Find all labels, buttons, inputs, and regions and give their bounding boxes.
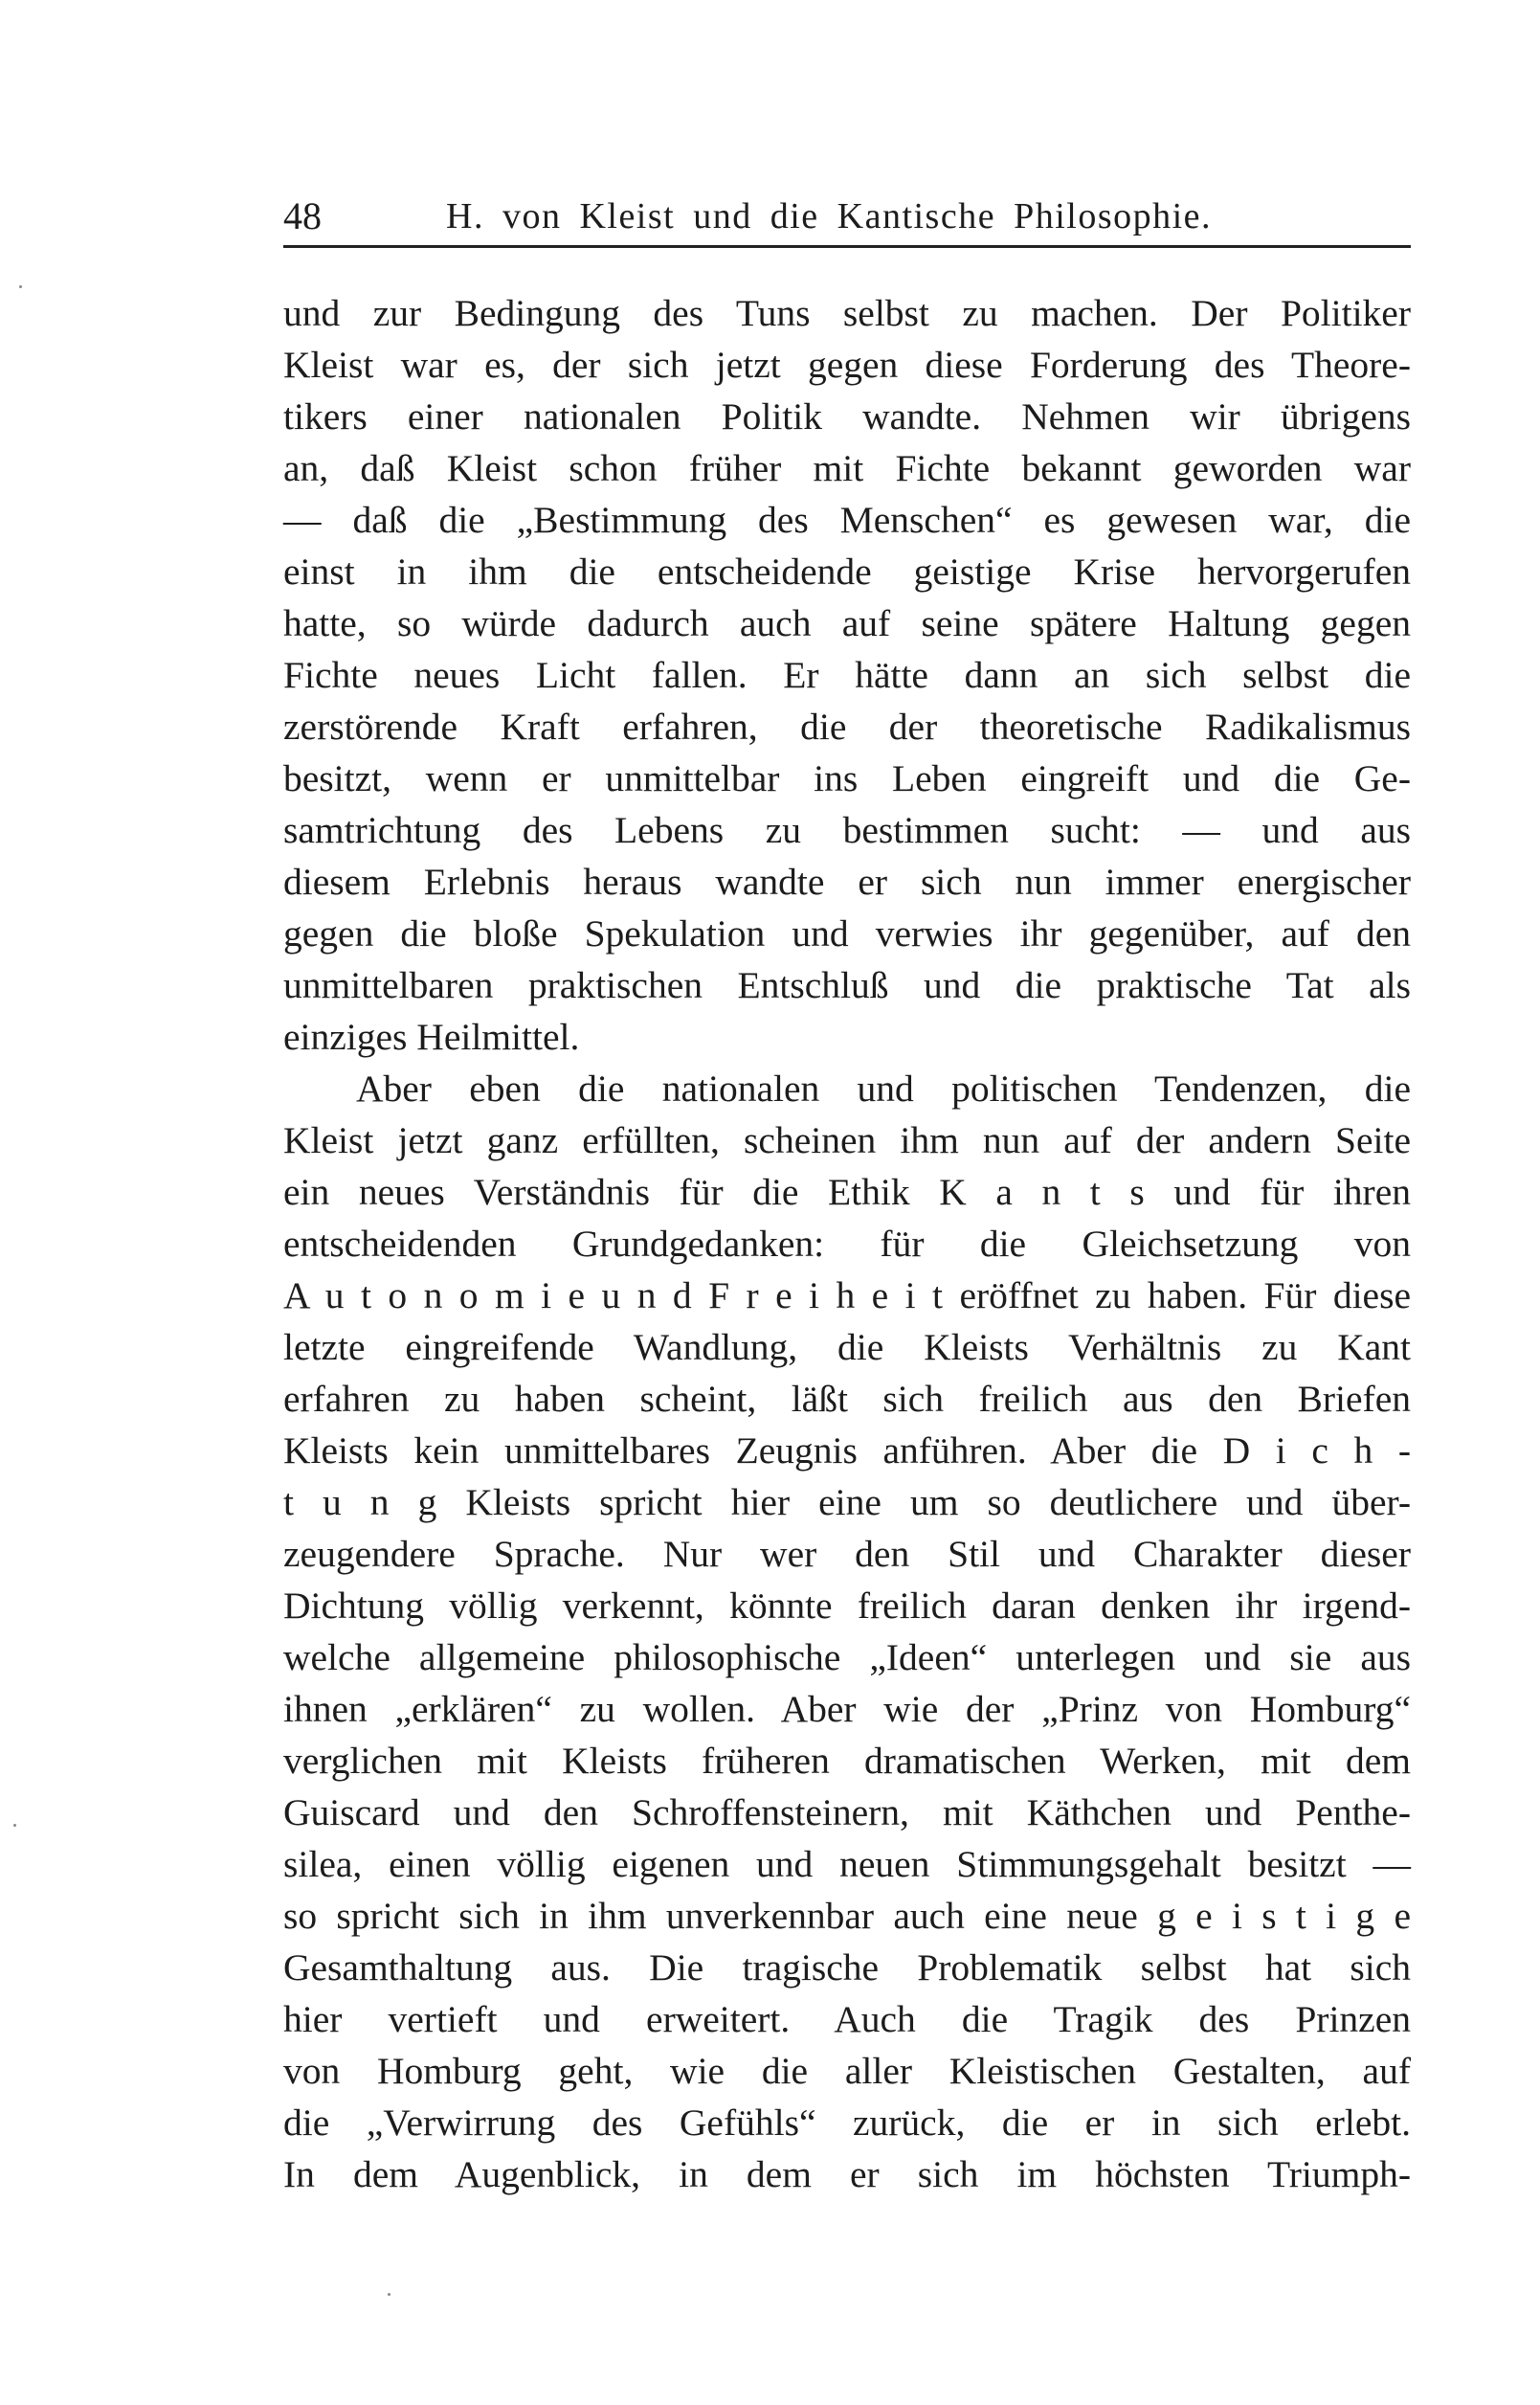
text-line: Guiscard und den Schroffensteinern, mit Käthchen und Penthe- (283, 1791, 1411, 1833)
text-line: ihnen „erklären“ zu wollen. Aber wie der „Prinz von Homburg“ (283, 1688, 1411, 1730)
text-line: entscheidenden Grundgedanken: für die Gleichsetzung von (283, 1223, 1411, 1265)
text-line: von Homburg geht, wie die aller Kleistischen Gestalten, auf (283, 2050, 1411, 2092)
text-line: ein neues Verständnis für die Ethik K a n t s und für ihren (283, 1171, 1411, 1213)
text-line: letzte eingreifende Wandlung, die Kleists Verhältnis zu Kant (283, 1326, 1411, 1368)
text-line: die „Verwirrung des Gefühls“ zurück, die er in sich erlebt. (283, 2102, 1411, 2144)
text-line: unmittelbaren praktischen Entschluß und die praktische Tat als (283, 964, 1411, 1006)
text-line: — daß die „Bestimmung des Menschen“ es gewesen war, die (283, 499, 1411, 541)
body-text (283, 287, 1411, 2200)
text-line: zeugendere Sprache. Nur wer den Stil und Charakter dieser (283, 1533, 1411, 1575)
text-line: welche allgemeine philosophische „Ideen“ unterlegen und sie aus (283, 1636, 1411, 1678)
text-line: erfahren zu haben scheint, läßt sich freilich aus den Briefen (283, 1378, 1411, 1420)
paragraph-1 (283, 287, 1411, 1063)
text-line: so spricht sich in ihm unverkennbar auch eine neue g e i s t i g e (283, 1895, 1411, 1937)
text-line: diesem Erlebnis heraus wandte er sich nun immer energischer (283, 861, 1411, 903)
text-line: A u t o n o m i e u n d F r e i h e i t eröffnet zu haben. Für diese (283, 1274, 1411, 1316)
text-line: gegen die bloße Spekulation und verwies ihr gegenüber, auf den (283, 912, 1411, 955)
text-line: Kleists kein unmittelbares Zeugnis anführen. Aber die D i c h - (283, 1429, 1411, 1472)
text-line: an, daß Kleist schon früher mit Fichte bekannt geworden war (283, 447, 1411, 489)
text-line: Aber eben die nationalen und politischen Tendenzen, die (356, 1068, 1411, 1110)
text-line: Kleist jetzt ganz erfüllten, scheinen ihm nun auf der andern Seite (283, 1119, 1411, 1161)
text-line: hatte, so würde dadurch auch auf seine spätere Haltung gegen (283, 602, 1411, 644)
text-line: einst in ihm die entscheidende geistige Krise hervorgerufen (283, 551, 1411, 593)
text-line: t u n g Kleists spricht hier eine um so deutlichere und über- (283, 1481, 1411, 1523)
running-header (283, 188, 1411, 248)
text-line: zerstörende Kraft erfahren, die der theoretische Radikalismus (283, 706, 1411, 748)
text-line: verglichen mit Kleists früheren dramatischen Werken, mit dem (283, 1740, 1411, 1782)
text-line: samtrichtung des Lebens zu bestimmen sucht: — und aus (283, 809, 1411, 851)
text-line: besitzt, wenn er unmittelbar ins Leben eingreift und die Ge- (283, 757, 1411, 799)
paper-speck (19, 285, 22, 288)
paper-speck (13, 1824, 16, 1827)
text-line: silea, einen völlig eigenen und neuen Stimmungsgehalt besitzt — (283, 1843, 1411, 1885)
page-number: 48 (283, 194, 322, 237)
running-title: H. von Kleist und die Kantische Philosophie. (446, 196, 1213, 236)
paragraph-2 (283, 1063, 1411, 2200)
text-line: Gesamthaltung aus. Die tragische Problematik selbst hat sich (283, 1946, 1411, 1989)
text-line: tikers einer nationalen Politik wandte. Nehmen wir übrigens (283, 395, 1411, 438)
text-line: und zur Bedingung des Tuns selbst zu machen. Der Politiker (283, 292, 1411, 334)
text-line: einziges Heilmittel. (283, 1016, 580, 1058)
paper-speck (388, 2293, 391, 2296)
text-line: Fichte neues Licht fallen. Er hätte dann an sich selbst die (283, 654, 1411, 696)
text-line: hier vertieft und erweitert. Auch die Tragik des Prinzen (283, 1998, 1411, 2040)
text-line: Kleist war es, der sich jetzt gegen diese Forderung des Theore- (283, 344, 1411, 386)
text-line: Dichtung völlig verkennt, könnte freilich daran denken ihr irgend- (283, 1585, 1411, 1627)
text-line: In dem Augenblick, in dem er sich im höchsten Triumph- (283, 2153, 1411, 2195)
